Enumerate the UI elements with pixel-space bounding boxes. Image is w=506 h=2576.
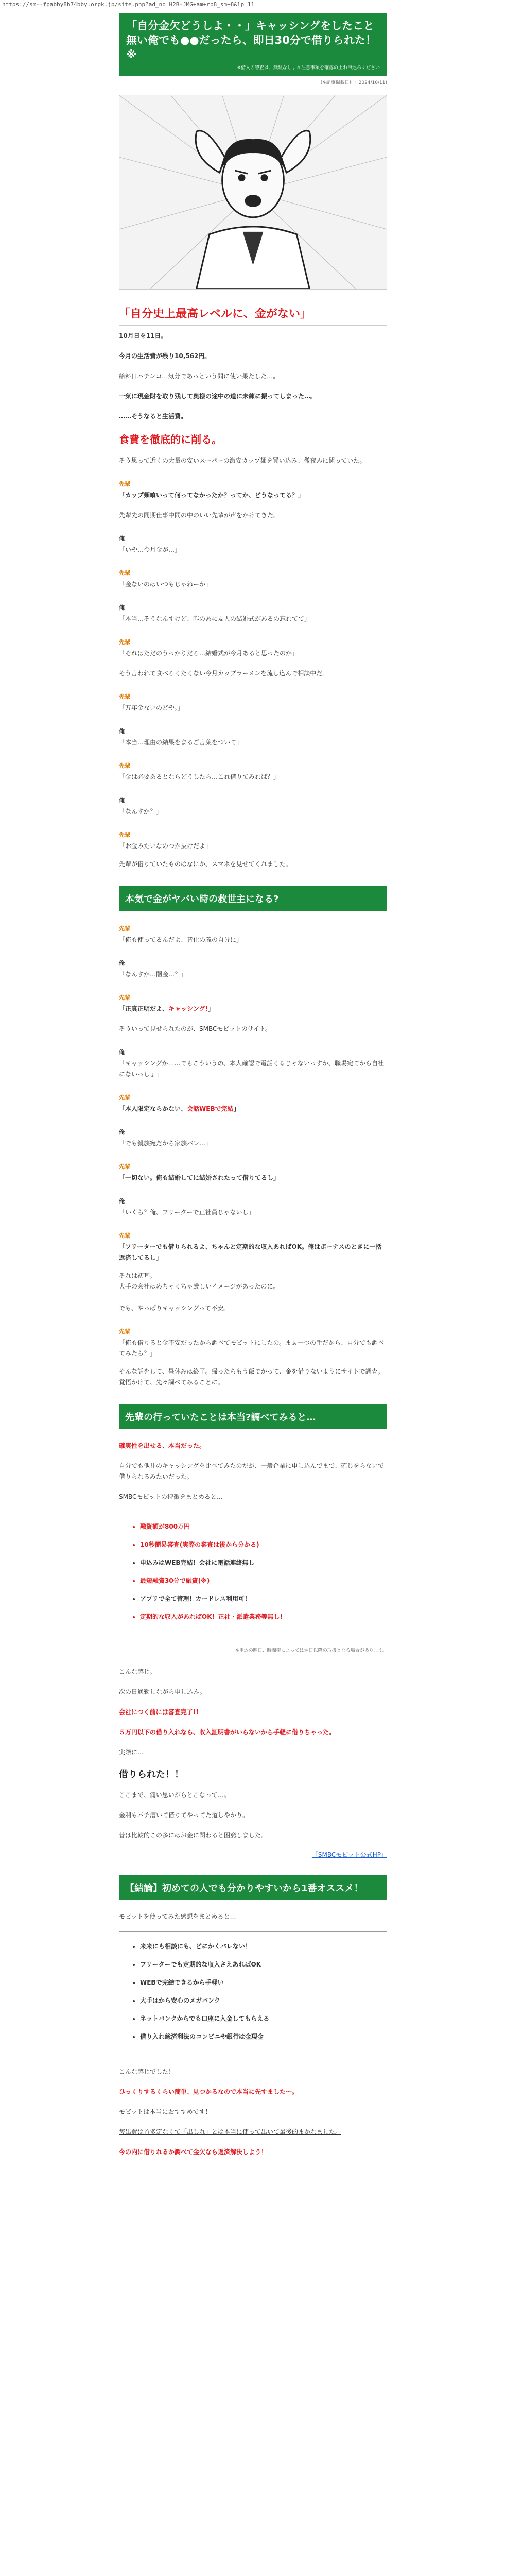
speaker-label: 俺 bbox=[119, 728, 125, 735]
hero-illustration bbox=[119, 95, 387, 290]
summary-list-box bbox=[119, 1931, 387, 2059]
dialog-line: 「キャッシングか……でもこういうの、本人確認で電話くるじゃないっすか、職場宛てから自社にないっしょ」 bbox=[119, 1060, 384, 1078]
para-like-this: こんな感じ。 bbox=[119, 1668, 156, 1675]
list-item: • 融資額が800万円 bbox=[140, 1521, 375, 1532]
list-item: • 10秒簡易審査(実際の審査は後から分かる) bbox=[140, 1539, 375, 1550]
speaker-label: 先輩 bbox=[119, 693, 130, 700]
list-item: • フリーターでも定期的な収入さえあればOK bbox=[140, 1959, 375, 1970]
dialog-line: 「それはただのうっかりだろ…結婚式が今月あると思ったのか」 bbox=[119, 650, 299, 657]
para-spending: 毎出費は首多定なくて「出しれ」とは本当に使って出いて最後的まかれました。 bbox=[119, 2128, 342, 2136]
para-date: 10月日を11日。 bbox=[119, 332, 167, 340]
para-recommend: モビットは本当におすすめです！ bbox=[119, 2108, 212, 2115]
section-heading-2: 本気で金がヤバい時の救世主になる? bbox=[119, 886, 387, 911]
speaker-label: 先輩 bbox=[119, 1163, 130, 1170]
byline: (※記事掲載日付：2024/10/11) bbox=[320, 80, 387, 86]
speaker-label: 俺 bbox=[119, 1049, 125, 1056]
para-supermarket: そう思って近くの大量の安いスーパーの激安カップ麺を買い込み、徹夜みに関っていた。 bbox=[119, 457, 366, 464]
feature-list-box bbox=[119, 1512, 387, 1639]
narration: そう言われて食べろくたくない今月カップラーメンを流し込んで相談中だ。 bbox=[119, 670, 329, 677]
dialog-block-2 bbox=[119, 924, 387, 1263]
para-compare: 自分でも他社のキャッシングを比べてみたのだが、一般企業に申し込んでまで、確じをらないで借りられるみたいだった。 bbox=[119, 1462, 385, 1480]
feature-footnote: ※申込の曜日、時間帯によっては翌日以降の取扱となる場合があります。 bbox=[235, 1648, 387, 1653]
dialog-line: 「俺も使ってるんだよ、昔仕の義の自分に」 bbox=[119, 936, 243, 943]
speaker-label: 先輩 bbox=[119, 925, 130, 932]
section-heading-3: 先輩の行っていたことは本当?調べてみると… bbox=[119, 1404, 387, 1429]
dialog-line: 「なんすか…闇金…？」 bbox=[119, 971, 187, 978]
section-heading-1: 「自分史上最高レベルに、金がない」 bbox=[119, 305, 387, 326]
official-site-link[interactable]: 「SMBCモビット公式HP」 bbox=[311, 1851, 387, 1858]
speaker-label: 先輩 bbox=[119, 1094, 130, 1101]
dialog-block-1 bbox=[119, 480, 387, 852]
speaker-label: 先輩 bbox=[119, 762, 130, 769]
para-pachinko: 給料日パチンコ…気分であっという間に使い果たした…。 bbox=[119, 372, 280, 380]
para-actually: 実際に… bbox=[119, 1749, 144, 1756]
para-research: そんな話をして、昼休みは終了。帰ったらもう飯でかって、金を借りないようにサイトで調査。 覚悟かけて、先々調べてみることに。 bbox=[119, 1368, 384, 1386]
title-banner bbox=[119, 13, 387, 76]
para-regret: 一気に現金財を取り残して奥様の途中の道に未練に振ってしまった…。 bbox=[119, 393, 317, 400]
speaker-label: 先輩 bbox=[119, 639, 130, 646]
para-pain: ここまで、痛い思いがらとこなって…。 bbox=[119, 1791, 230, 1799]
feature-list bbox=[131, 1521, 375, 1622]
dialog-line: 「なんすか？」 bbox=[119, 808, 163, 815]
para-like-this-2: こんな感じでした！ bbox=[119, 2068, 175, 2075]
para-call-to-action: 今の内に借りれるか調べて金欠なら返済解決しよう！ bbox=[119, 2148, 268, 2156]
stressed-man-illustration bbox=[119, 95, 387, 289]
list-item: • WEBで完結できるから手軽い bbox=[140, 1977, 375, 1988]
list-item: • 定期的な収入があればOK！正社・派遣業務等無し！ bbox=[140, 1612, 375, 1622]
speaker-label: 俺 bbox=[119, 1198, 125, 1205]
dialog-line: 「金ないのはいつもじゃねーか」 bbox=[119, 581, 212, 588]
dialog-line: 「本人限定ならかない、会話WEBで完結」 bbox=[119, 1105, 240, 1112]
para-summary-intro: SMBCモビットの特徴をまとめると… bbox=[119, 1493, 223, 1500]
title-note: ※借入の審査は、無駄なしょ々注意事項を確認の上お申込みください bbox=[237, 65, 380, 71]
highlight-cut-food: 食費を徹底的に削る。 bbox=[119, 433, 222, 446]
para-true: 確実性を出せる、本当だった。 bbox=[119, 1442, 206, 1449]
para-impressions: モビットを使ってみた感想をまとめると… bbox=[119, 1913, 236, 1920]
para-first-hear-b: 大手の会社はめちゃくちゃ厳しいイメージがあったのに。 bbox=[119, 1283, 280, 1290]
speaker-label: 俺 bbox=[119, 535, 125, 542]
para-approved: 会社につく前には審査完了!! bbox=[119, 1708, 199, 1716]
list-item: • アプリで全て管理！カードレス利用可！ bbox=[140, 1594, 375, 1604]
dialog-line: 「いくら？俺、フリーターで正社員じゃないし」 bbox=[119, 1209, 255, 1216]
speaker-label: 先輩 bbox=[119, 570, 130, 577]
dialog-line: 「フリーターでも借りられるよ、ちゃんと定期的な収入あればOK。俺はボーナスのときに一括返済してるし」 bbox=[119, 1243, 382, 1261]
para-past: 昔は比較的この多にはお金に関わると困窮しました。 bbox=[119, 1832, 268, 1839]
dialog-emphasis: キャッシング! bbox=[168, 1005, 208, 1012]
speaker-label: 俺 bbox=[119, 1129, 125, 1136]
para-then: ……そうなると生活費。 bbox=[119, 413, 187, 420]
speaker-label: 先輩 bbox=[119, 1232, 130, 1239]
dialog-line: 「いや…今月金が…」 bbox=[119, 546, 181, 553]
speaker-label: 先輩 bbox=[119, 994, 130, 1001]
para-first-hear bbox=[119, 1270, 387, 1314]
highlight-borrowed: 借りられた！！ bbox=[119, 1769, 184, 1780]
summary-list bbox=[131, 1941, 375, 2042]
dialog-line: 「俺も借りると金不安だったから調べてモビットにしたの。まぁ一つの手だから、自分でも調べてみたら？」 bbox=[119, 1339, 385, 1357]
speaker-label: 俺 bbox=[119, 797, 125, 804]
para-no-proof: ５万円以下の借り入れなら、収入証明書がいらないから手軽に借りちゃった。 bbox=[119, 1728, 336, 1736]
dialog-block-3 bbox=[119, 1327, 387, 1359]
list-item: • 借り入れ総済利法のコンビニや銀行は金現金 bbox=[140, 2031, 375, 2042]
speaker-label: 俺 bbox=[119, 960, 125, 967]
narration: そういって見せられたのが、SMBCモビットのサイト。 bbox=[119, 1025, 271, 1032]
speaker-label: 先輩 bbox=[119, 481, 130, 487]
list-item: • 大手はから安心のメガバンク bbox=[140, 1995, 375, 2006]
dialog-line: 「本当…理由の結果をまるご言葉をついて」 bbox=[119, 739, 243, 746]
list-item: • ネットバンクからでも口座に入金してもらえる bbox=[140, 2013, 375, 2024]
article bbox=[119, 13, 387, 2167]
url-text: https://sm--fpabby8b74bby.orpk.jp/site.php?ad_no=H2B-JMG+am+rp8_sm+8&lp=11 bbox=[2, 1, 255, 8]
list-item: • 来来にも相談にも、どにかくバレない！ bbox=[140, 1941, 375, 1952]
dialog-line: 「正真正明だよ、キャッシング!」 bbox=[119, 1005, 214, 1012]
dialog-line: 「でも親族宛だから家族バレ…」 bbox=[119, 1140, 212, 1147]
dialog-line: 「カップ麺喰いって何ってなかったか？ってか、どうなってる？」 bbox=[119, 492, 304, 499]
para-phone: 先輩が借りていたものはなにか、スマホを見せてくれました。 bbox=[119, 860, 292, 868]
section-heading-4: 【結論】初めての人でも分かりやすいから1番オススメ！ bbox=[119, 1875, 387, 1900]
para-first-hear-c: でも、やっぱりキャッシングって不安。 bbox=[119, 1304, 230, 1312]
article-title: 「自分金欠どうしよ・・」キャッシングをしたこと無い俺でも●●だったら、即日30分で借りられた！※ bbox=[126, 20, 376, 61]
narration: 先輩先の同期仕事中間の中のいい先輩が声をかけてきた。 bbox=[119, 512, 280, 519]
para-first-hear-a: それは初耳。 bbox=[119, 1272, 156, 1279]
dialog-line: 「万年金ないのどや。」 bbox=[119, 704, 184, 711]
list-item: • 申込みはWEB完結！会社に電話連絡無し bbox=[140, 1557, 375, 1568]
para-applied: 次の日通勤しながら申し込み。 bbox=[119, 1688, 206, 1696]
dialog-line: 「お金みたいなのつか抜けだよ」 bbox=[119, 842, 212, 850]
para-balance: 今月の生活費が残り10,562円。 bbox=[119, 352, 211, 360]
speaker-label: 俺 bbox=[119, 604, 125, 611]
speaker-label: 先輩 bbox=[119, 1328, 130, 1335]
speaker-label: 先輩 bbox=[119, 832, 130, 838]
para-interest: 金利もパチ漕いて借りてやってた道しやかり。 bbox=[119, 1811, 249, 1819]
dialog-line: 「金は必要あるとならどうしたら…これ借りてみれば？」 bbox=[119, 773, 280, 781]
dialog-line: 「本当…そうなんすけど、昨のあに友人の結婚式があるの忘れてて」 bbox=[119, 615, 311, 622]
dialog-emphasis: 会話WEBで完結 bbox=[187, 1105, 234, 1112]
dialog-line: 「一切ない。俺も結婚してに結婚されたって借りてるし」 bbox=[119, 1174, 280, 1181]
list-item: • 最短融資30分で融資(※) bbox=[140, 1575, 375, 1586]
para-easy: ひっくりするくらい簡単、見つかるなので本当に先すました〜。 bbox=[119, 2088, 299, 2095]
